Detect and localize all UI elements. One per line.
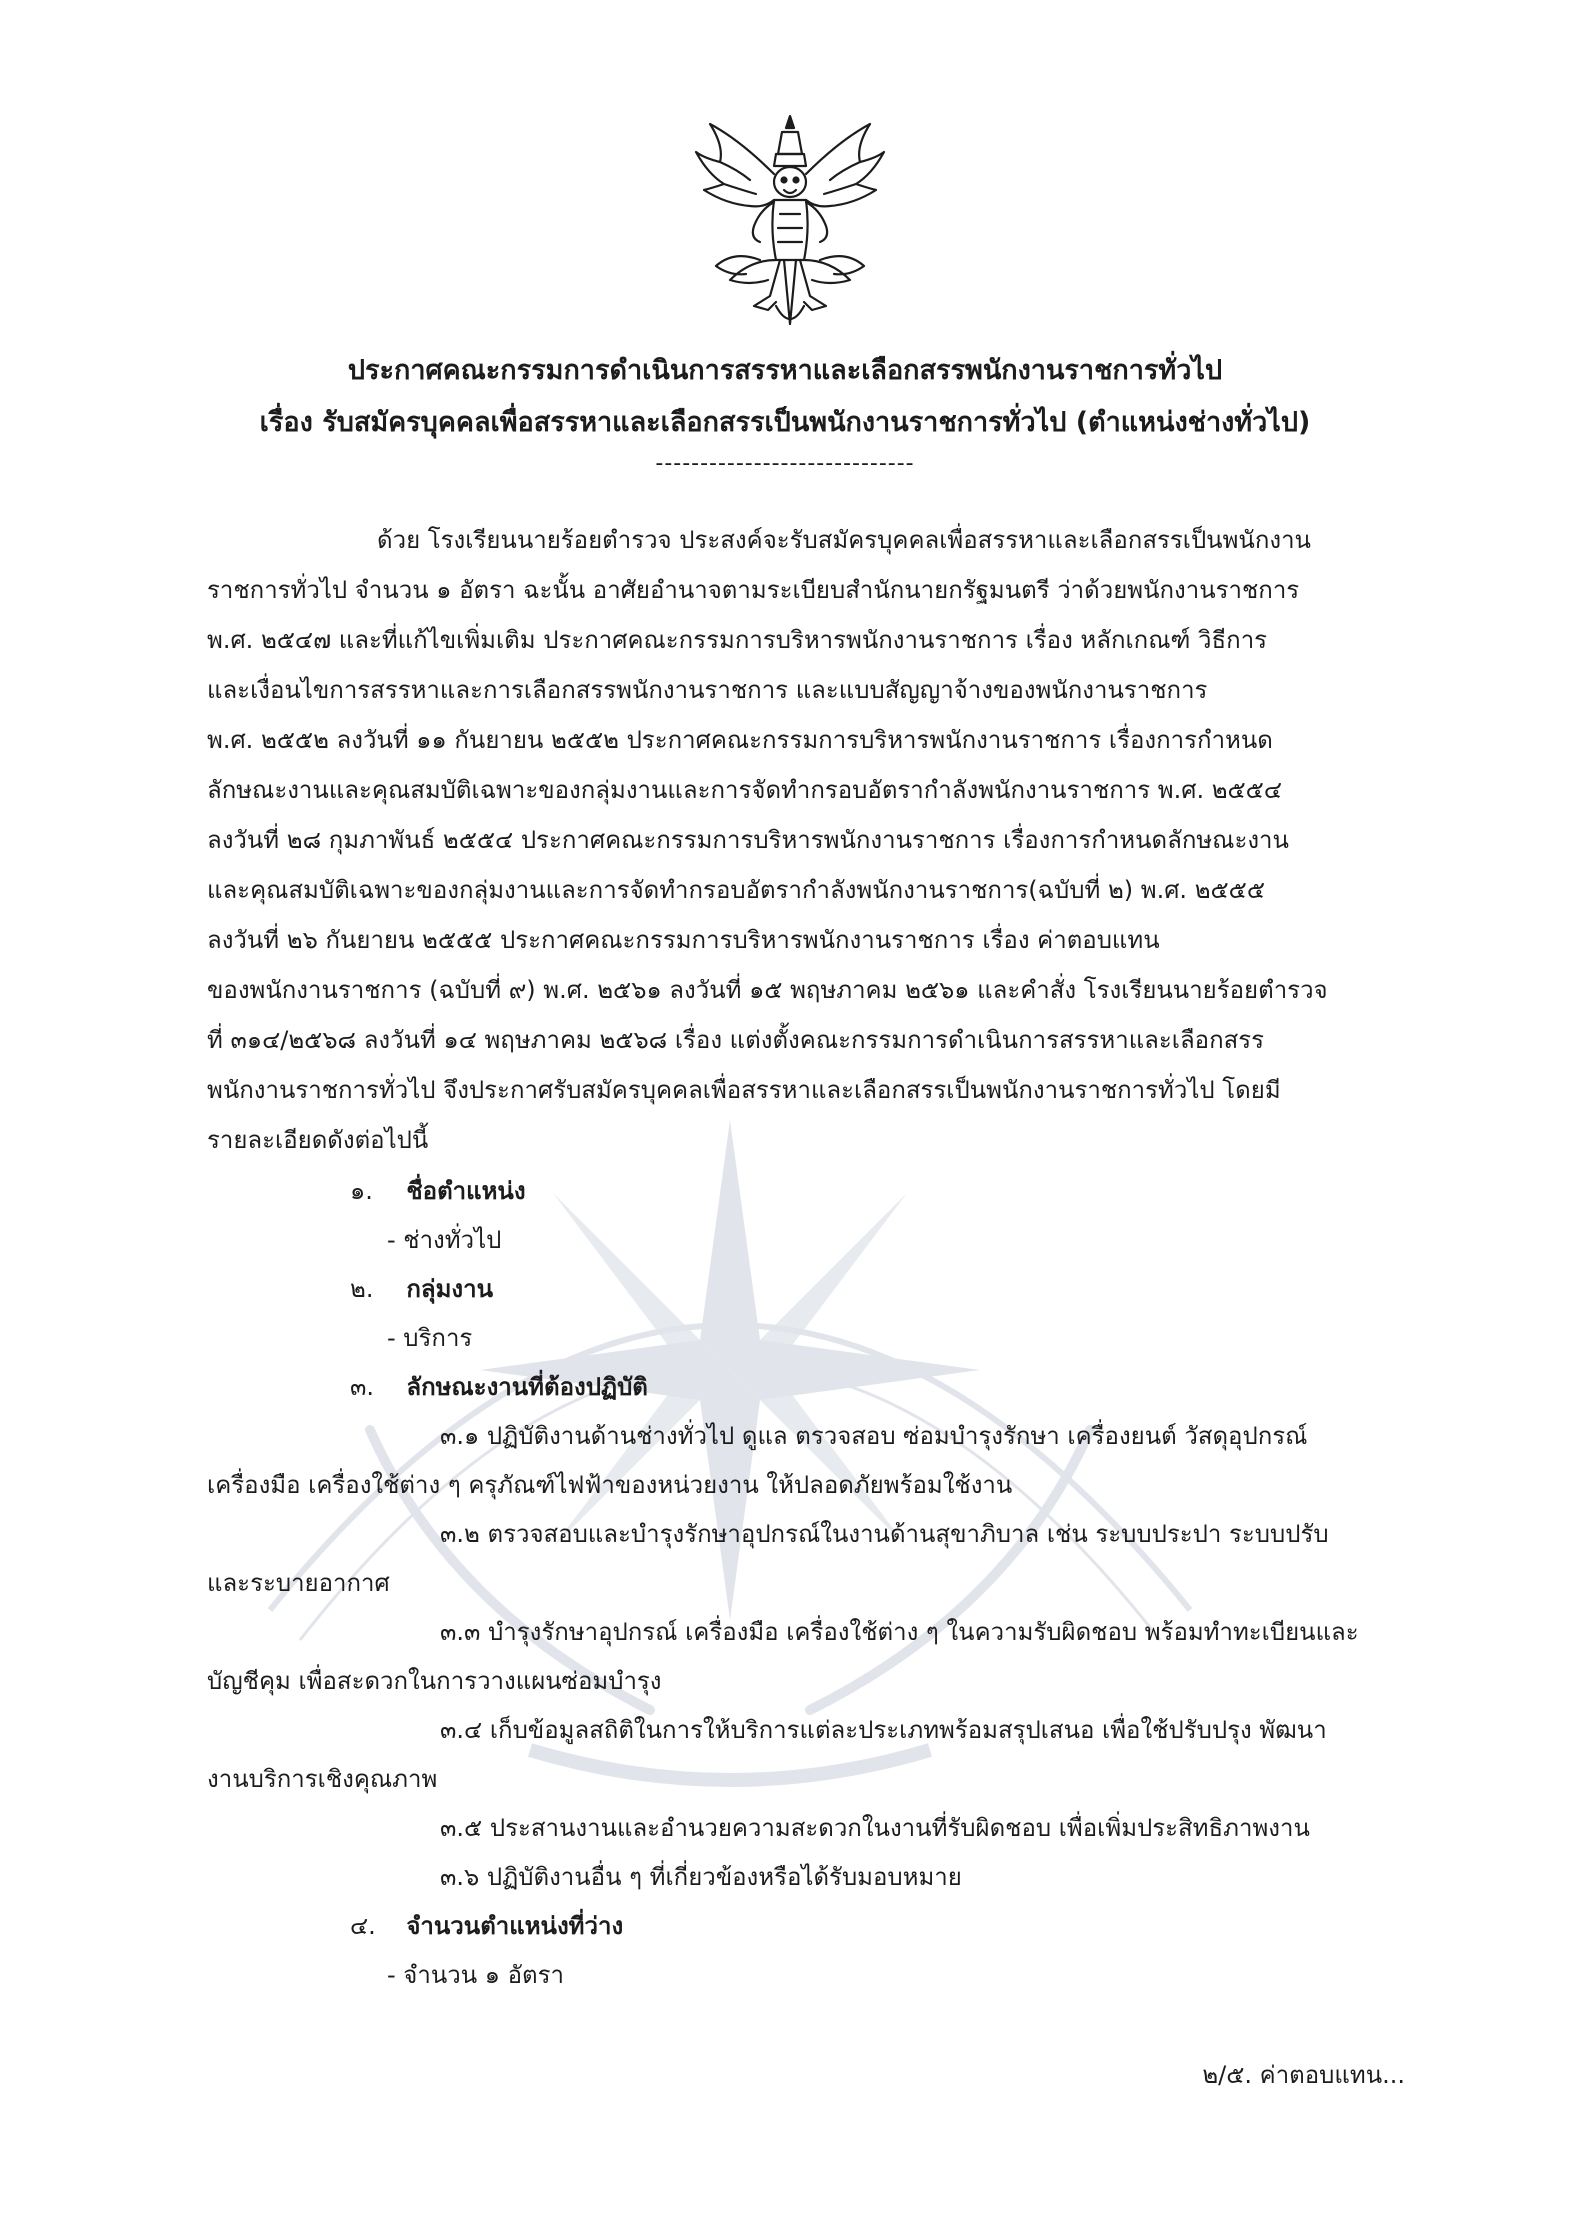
intro-paragraph <box>207 515 1407 1165</box>
duty-item-first-line: ๓.๒ ตรวจสอบและบำรุงรักษาอุปกรณ์ในงานด้านสุขาภิบาล เช่น ระบบประปา ระบบปรับ <box>440 1520 1329 1548</box>
section-number: ๑. <box>350 1177 373 1205</box>
duty-item-continuation: บัญชีคุม เพื่อสะดวกในการวางแผนซ่อมบำรุง <box>207 1667 662 1695</box>
section-title: ลักษณะงานที่ต้องปฏิบัติ <box>406 1373 648 1401</box>
announcement-sections <box>207 1167 1407 2000</box>
intro-line: ลงวันที่ ๒๘ กุมภาพันธ์ ๒๕๕๔ ประกาศคณะกรรมการบริหารพนักงานราชการ เรื่องการกำหนดลักษณะงาน <box>207 826 1289 854</box>
intro-line: ของพนักงานราชการ (ฉบับที่ ๙) พ.ศ. ๒๕๖๑ ลงวันที่ ๑๕ พฤษภาคม ๒๕๖๑ และคำสั่ง โรงเรียนนายร้อยตำรวจ <box>207 976 1328 1004</box>
intro-line: ลักษณะงานและคุณสมบัติเฉพาะของกลุ่มงานและการจัดทำกรอบอัตรากำลังพนักงานราชการ พ.ศ. ๒๕๕๔ <box>207 776 1283 804</box>
intro-line: ลงวันที่ ๒๖ กันยายน ๒๕๕๕ ประกาศคณะกรรมการบริหารพนักงานราชการ เรื่อง ค่าตอบแทน <box>207 926 1160 954</box>
section-title: จำนวนตำแหน่งที่ว่าง <box>406 1912 624 1940</box>
intro-line: และคุณสมบัติเฉพาะของกลุ่มงานและการจัดทำกรอบอัตรากำลังพนักงานราชการ(ฉบับที่ ๒) พ.ศ. ๒๕๕๕ <box>207 876 1266 904</box>
intro-line: ราชการทั่วไป จำนวน ๑ อัตรา ฉะนั้น อาศัยอำนาจตามระเบียบสำนักนายกรัฐมนตรี ว่าด้วยพนักงานราชการ <box>207 576 1300 604</box>
intro-line: พ.ศ. ๒๕๔๗ และที่แก้ไขเพิ่มเติม ประกาศคณะกรรมการบริหารพนักงานราชการ เรื่อง หลักเกณฑ์ วิธีการ <box>207 626 1268 654</box>
section-number: ๓. <box>350 1373 375 1401</box>
intro-line: รายละเอียดดังต่อไปนี้ <box>207 1126 429 1154</box>
duty-item-continuation: เครื่องมือ เครื่องใช้ต่าง ๆ ครุภัณฑ์ไฟฟ้าของหน่วยงาน ให้ปลอดภัยพร้อมใช้งาน <box>207 1471 1013 1499</box>
section-1-heading <box>207 1167 1407 1216</box>
announcement-title <box>220 345 1350 479</box>
intro-line: พ.ศ. ๒๕๕๒ ลงวันที่ ๑๑ กันยายน ๒๕๕๒ ประกาศคณะกรรมการบริหารพนักงานราชการ เรื่องการกำหนด <box>207 726 1273 754</box>
intro-line: ด้วย โรงเรียนนายร้อยตำรวจ ประสงค์จะรับสมัครบุคคลเพื่อสรรหาและเลือกสรรเป็นพนักงาน <box>377 526 1311 554</box>
section-title: กลุ่มงาน <box>406 1275 494 1303</box>
duty-item-first-line: ๓.๑ ปฏิบัติงานด้านช่างทั่วไป ดูแล ตรวจสอบ ซ่อมบำรุงรักษา เครื่องยนต์ วัสดุอุปกรณ์ <box>440 1422 1308 1450</box>
intro-line: พนักงานราชการทั่วไป จึงประกาศรับสมัครบุคคลเพื่อสรรหาและเลือกสรรเป็นพนักงานราชการทั่วไป โดยมี <box>207 1076 1281 1104</box>
title-line-1: ประกาศคณะกรรมการดำเนินการสรรหาและเลือกสรรพนักงานราชการทั่วไป <box>347 355 1223 386</box>
section-2-bullet: - บริการ <box>387 1324 473 1352</box>
section-4-heading <box>207 1902 1407 1951</box>
duty-item-3-3 <box>207 1608 1407 1706</box>
duty-item-3-1 <box>207 1412 1407 1510</box>
duty-item-first-line: ๓.๔ เก็บข้อมูลสถิติในการให้บริการแต่ละประเภทพร้อมสรุปเสนอ เพื่อใช้ปรับปรุง พัฒนา <box>440 1716 1327 1744</box>
title-line-2: เรื่อง รับสมัครบุคคลเพื่อสรรหาและเลือกสรรเป็นพนักงานราชการทั่วไป (ตำแหน่งช่างทั่วไป) <box>259 407 1311 438</box>
section-number: ๒. <box>350 1275 374 1303</box>
section-2-heading <box>207 1265 1407 1314</box>
duty-item-continuation: และระบายอากาศ <box>207 1569 390 1597</box>
duty-item-3-2 <box>207 1510 1407 1608</box>
next-page-marker: ๒/๕. ค่าตอบแทน... <box>1202 2061 1405 2089</box>
section-4-bullet: - จำนวน ๑ อัตรา <box>387 1961 564 1989</box>
section-number: ๔. <box>350 1912 376 1940</box>
section-title: ชื่อตำแหน่ง <box>406 1177 526 1205</box>
intro-line: และเงื่อนไขการสรรหาและการเลือกสรรพนักงานราชการ และแบบสัญญาจ้างของพนักงานราชการ <box>207 676 1208 704</box>
section-3-heading <box>207 1363 1407 1412</box>
duty-item-3-6 <box>207 1853 1407 1902</box>
section-1-bullet: - ช่างทั่วไป <box>387 1226 502 1254</box>
title-separator: ----------------------------- <box>655 451 915 476</box>
duty-item-3-4 <box>207 1706 1407 1804</box>
intro-line: ที่ ๓๑๔/๒๕๖๘ ลงวันที่ ๑๔ พฤษภาคม ๒๕๖๘ เรื่อง แต่งตั้งคณะกรรมการดำเนินการสรรหาและเลือกสรร <box>207 1026 1265 1054</box>
garuda-emblem-icon <box>690 110 890 335</box>
duty-item-first-line: ๓.๖ ปฏิบัติงานอื่น ๆ ที่เกี่ยวข้องหรือได้รับมอบหมาย <box>440 1863 962 1891</box>
duty-item-first-line: ๓.๕ ประสานงานและอำนวยความสะดวกในงานที่รับผิดชอบ เพื่อเพิ่มประสิทธิภาพงาน <box>440 1814 1310 1842</box>
duty-item-3-5 <box>207 1804 1407 1853</box>
duty-item-first-line: ๓.๓ บำรุงรักษาอุปกรณ์ เครื่องมือ เครื่องใช้ต่าง ๆ ในความรับผิดชอบ พร้อมทำทะเบียนและ <box>440 1618 1359 1646</box>
duty-item-continuation: งานบริการเชิงคุณภาพ <box>207 1765 438 1793</box>
